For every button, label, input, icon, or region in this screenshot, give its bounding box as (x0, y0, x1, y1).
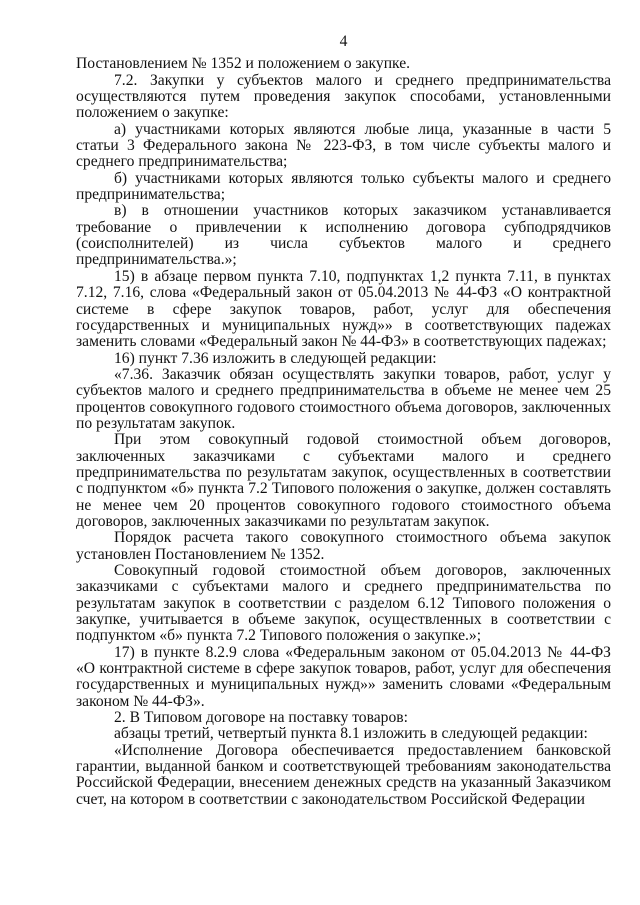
paragraph-clause-7-36: «7.36. Заказчик обязан осуществлять закупки товаров, работ, услуг у субъектов малого и среднего предпринимательства в объеме не менее чем 25 процентов совокупного годового стоимостного объема договоров, заключенных по результатам закупок. (76, 365, 611, 432)
paragraph-annual-volume: При этом совокупный годовой стоимостной объем договоров, заключенных заказчиками с субъектами малого и среднего предпринимательства по результатам закупок, осуществленных в соответствии с подпунктом «б» пункта 7.2 Типового положения о закупке, должен составлять не менее чем 20 процентов совокупного годового стоимостного объема договоров, заключенных заказчиками по результатам закупок. (76, 431, 611, 530)
paragraph-item-a: а) участниками которых являются любые лица, указанные в части 5 статьи 3 Федерального закона № 223-ФЗ, в том числе субъекты малого и среднего предпринимательства; (76, 120, 611, 171)
paragraph-section-6-12: Совокупный годовой стоимостной объем договоров, заключенных заказчиками с субъектами малого и среднего предпринимательства по результатам закупок в соответствии с разделом 6.12 Типового положения о закупке, учитывается в объеме закупок, осуществленных в соответствии с подпунктом «б» пункта 7.2 Типового положения о закупке.»; (76, 562, 611, 645)
paragraph-amendment-17: 17) в пункте 8.2.9 слова «Федеральным законом от 05.04.2013 № 44-ФЗ «О контрактной системе в сфере закупок товаров, работ, услуг для обеспечения государственных и муниципальных нужд»» заменить словами «Федеральным законом № 44-ФЗ». (76, 643, 611, 710)
page-number: 4 (339, 33, 348, 50)
paragraph-section-2: 2. В Типовом договоре на поставку товаров: (114, 709, 408, 727)
paragraph-guarantee: «Исполнение Договора обеспечивается предоставлением банковской гарантии, выданной банком и соответствующей требованиям законодательства Российской Федерации, внесением денежных средств на указанный Заказчиком счет, на котором в соответствии с законодательством Российской Федерации (76, 741, 611, 808)
paragraph-clause-7-2: 7.2. Закупки у субъектов малого и среднего предпринимательства осуществляются путем проведения закупок способами, установленными положением о закупке: (76, 71, 611, 122)
paragraph-clause-8-1: абзацы третий, четвертый пункта 8.1 изложить в следующей редакции: (114, 725, 588, 743)
paragraph-item-v: в) в отношении участников которых заказчиком устанавливается требование о привлечении к исполнению договора субподрядчиков (соисполнителей) из числа субъектов малого и среднего предпринимательства.»; (76, 202, 611, 269)
paragraph-amendment-16: 16) пункт 7.36 изложить в следующей редакции: (114, 349, 437, 367)
paragraph-amendment-15: 15) в абзаце первом пункта 7.10, подпунктах 1,2 пункта 7.11, в пунктах 7.12, 7.16, слова «Федеральный закон от 05.04.2013 № 44-ФЗ «О контрактной системе в сфере закупок товаров, работ, услуг для обеспечения государственных и муниципальных нужд»» в соответствующих падежах заменить словами «Федеральный закон № 44-ФЗ» в соответствующих падежах; (76, 267, 611, 351)
paragraph-calculation-order: Порядок расчета такого совокупного стоимостного объема закупок установлен Постановлением № 1352. (76, 529, 611, 563)
paragraph-continuation: Постановлением № 1352 и положением о закупке. (76, 55, 411, 73)
paragraph-item-b: б) участниками которых являются только субъекты малого и среднего предпринимательства; (76, 169, 611, 204)
document-page (76, 34, 611, 808)
